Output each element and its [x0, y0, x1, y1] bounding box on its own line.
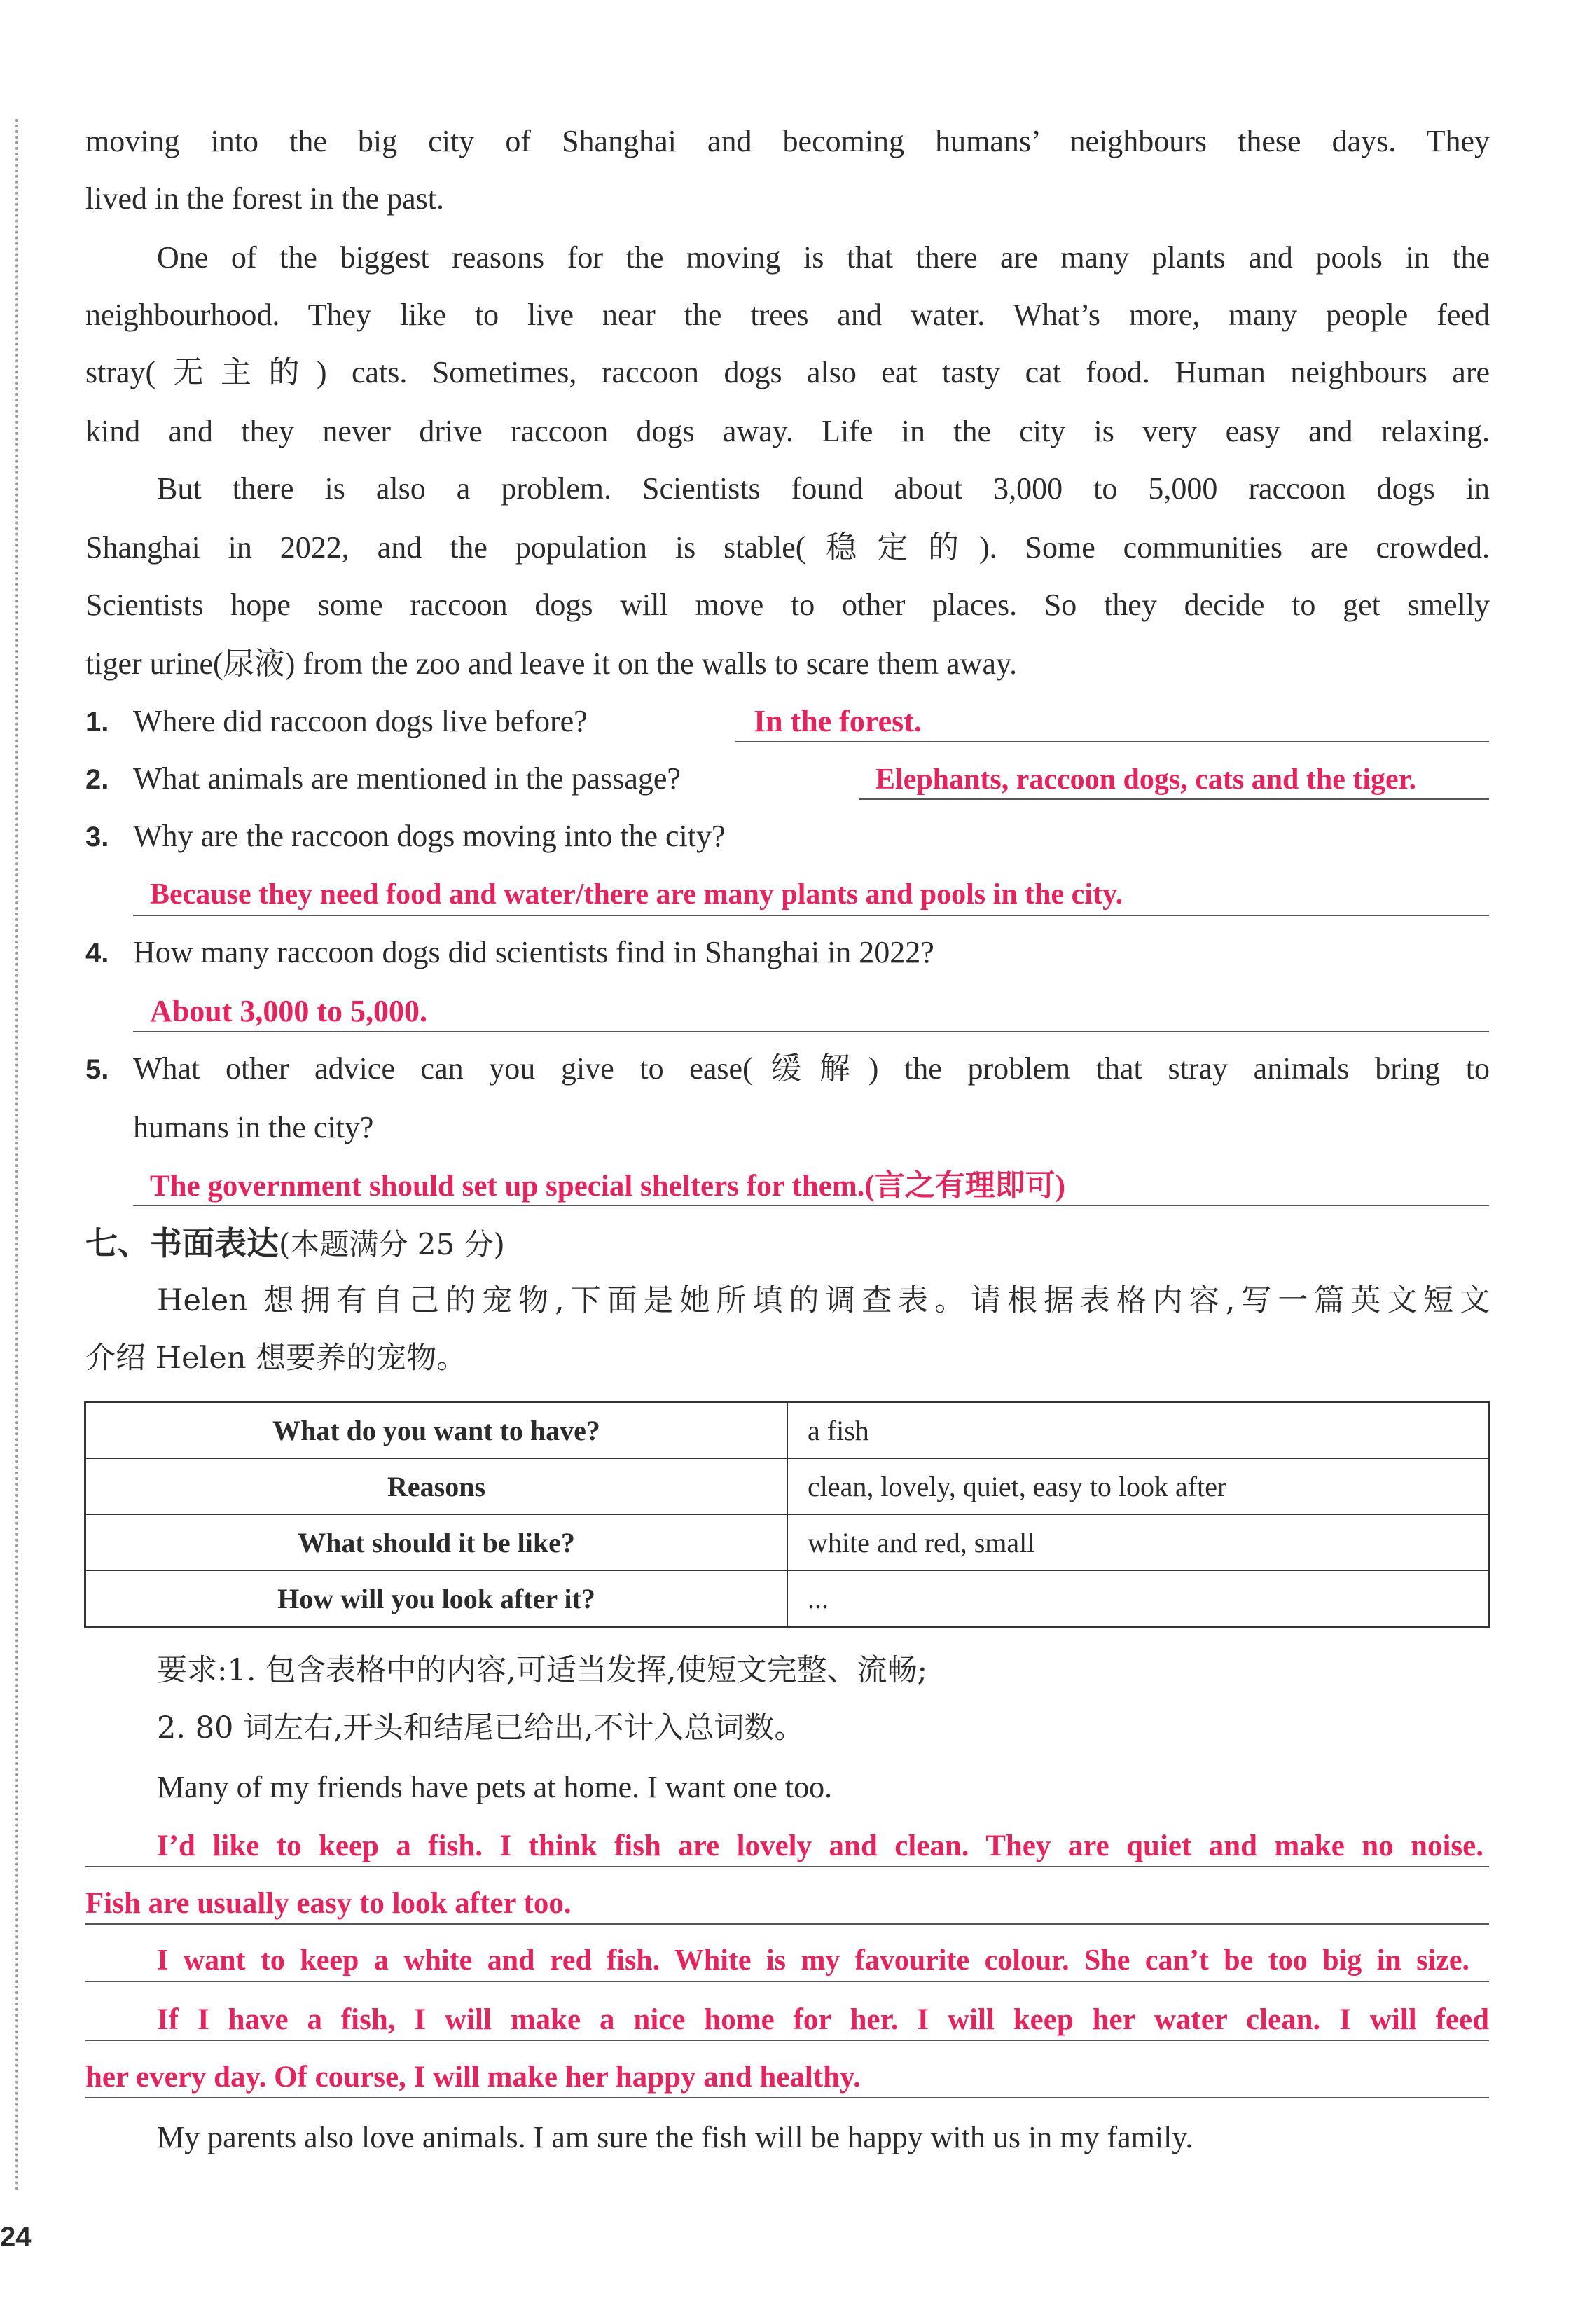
binding-margin-dots	[15, 119, 18, 2192]
essay-line: Fish are usually easy to look after too.	[85, 1887, 572, 1920]
passage-line: stray(无主的) cats. Sometimes, raccoon dogs also eat tasty cat food. Human neighbours are	[85, 355, 1490, 389]
answer-line	[133, 915, 1489, 916]
table-question: How will you look after it?	[85, 1570, 788, 1627]
table-question: What do you want to have?	[85, 1402, 788, 1459]
survey-table	[84, 1401, 1490, 1628]
table-answer: a fish	[787, 1402, 1490, 1459]
essay-rule	[85, 2040, 1489, 2041]
passage-line: lived in the forest in the past.	[85, 181, 444, 216]
essay-line: If I have a fish, I will make a nice home for her. I will keep her water clean. I will feed	[157, 2003, 1489, 2036]
passage-line: neighbourhood. They like to live near the trees and water. What’s more, many people feed	[85, 298, 1490, 332]
passage-line: moving into the big city of Shanghai and becoming humans’ neighbours these days. They	[85, 124, 1490, 158]
table-question: Reasons	[85, 1458, 788, 1514]
table-answer: clean, lovely, quiet, easy to look after	[787, 1458, 1490, 1514]
essay-line: I’d like to keep a fish. I think fish are lovely and clean. They are quiet and make no noise.	[157, 1830, 1483, 1862]
passage-line: Shanghai in 2022, and the population is stable(稳定的). Some communities are crowded.	[85, 530, 1490, 565]
essay-opening: Many of my friends have pets at home. I want one too.	[157, 1770, 833, 1804]
passage-line: kind and they never drive raccoon dogs away. Life in the city is very easy and relaxing.	[85, 414, 1490, 448]
passage-line: But there is also a problem. Scientists found about 3,000 to 5,000 raccoon dogs in	[157, 471, 1490, 506]
table-row	[85, 1570, 1490, 1627]
table-row	[85, 1514, 1490, 1570]
answer-5: The government should set up special shelters for them.(言之有理即可)	[150, 1170, 1066, 1203]
answer-2: Elephants, raccoon dogs, cats and the tiger.	[875, 763, 1416, 796]
passage-line: tiger urine(尿液) from the zoo and leave it on the walls to scare them away.	[85, 646, 1018, 681]
question-1: 1. Where did raccoon dogs live before?	[85, 704, 588, 738]
requirement-2: 2. 80 词左右,开头和结尾已给出,不计入总词数。	[157, 1710, 805, 1745]
table-question: What should it be like?	[85, 1514, 788, 1570]
answer-line	[133, 1031, 1489, 1032]
requirement-1: 要求:1. 包含表格中的内容,可适当发挥,使短文完整、流畅;	[157, 1653, 928, 1688]
table-row	[85, 1458, 1490, 1514]
answer-line	[133, 1205, 1489, 1206]
table-answer: white and red, small	[787, 1514, 1490, 1570]
essay-rule	[85, 1981, 1489, 1982]
essay-rule	[85, 2097, 1489, 2098]
essay-line: her every day. Of course, I will make her happy and healthy.	[85, 2061, 861, 2094]
question-5: 5. What other advice can you give to ease(缓解) the problem that stray animals bring to	[85, 1051, 1490, 1086]
essay-closing: My parents also love animals. I am sure the fish will be happy with us in my family.	[157, 2120, 1193, 2154]
question-2: 2. What animals are mentioned in the passage?	[85, 761, 681, 796]
question-5-continued: humans in the city?	[133, 1110, 374, 1144]
passage-line: Scientists hope some raccoon dogs will move to other places. So they decide to get smelly	[85, 588, 1490, 622]
answer-line	[735, 741, 1489, 742]
answer-1: In the forest.	[754, 704, 922, 738]
passage-line: One of the biggest reasons for the moving is that there are many plants and pools in the	[157, 240, 1490, 275]
section-heading: 七、书面表达(本题满分 25 分)	[85, 1224, 505, 1262]
essay-rule	[85, 1923, 1489, 1925]
page-number: 24	[0, 2222, 32, 2253]
essay-rule	[85, 1866, 1489, 1867]
answer-line	[859, 798, 1489, 800]
task-intro-continued: 介绍 Helen 想要养的宠物。	[85, 1341, 467, 1376]
question-3: 3. Why are the raccoon dogs moving into the city?	[85, 819, 726, 853]
essay-line: I want to keep a white and red fish. White is my favourite colour. She can’t be too big in size.	[157, 1944, 1469, 1977]
answer-4: About 3,000 to 5,000.	[150, 994, 428, 1028]
table-answer: ...	[787, 1570, 1490, 1627]
answer-3: Because they need food and water/there are many plants and pools in the city.	[150, 878, 1123, 911]
task-intro: Helen 想拥有自己的宠物,下面是她所填的调查表。请根据表格内容,写一篇英文短文	[157, 1283, 1490, 1318]
table-row	[85, 1402, 1490, 1459]
question-4: 4. How many raccoon dogs did scientists find in Shanghai in 2022?	[85, 935, 934, 969]
